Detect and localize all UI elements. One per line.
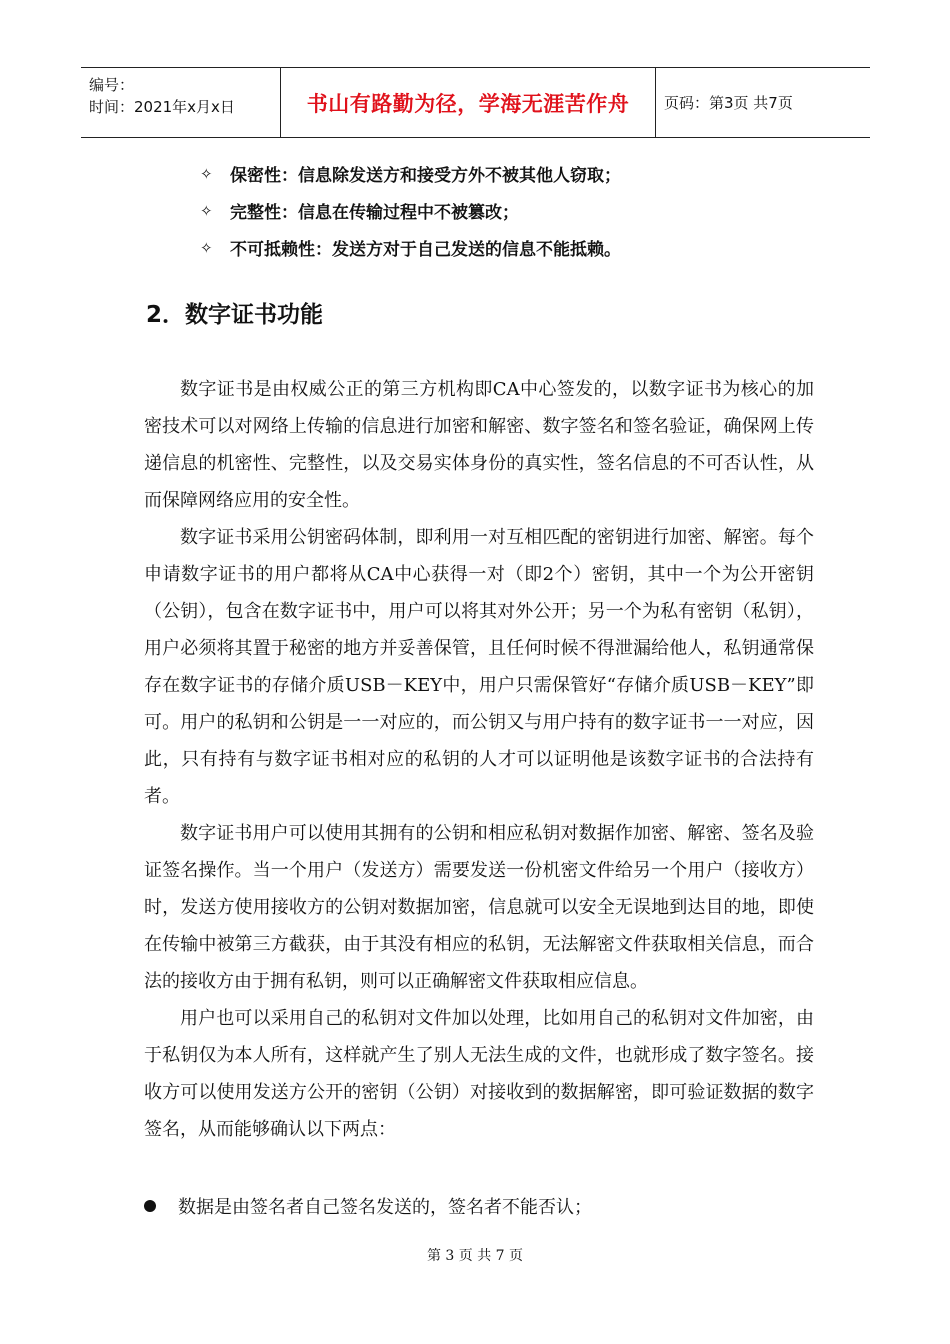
body-text (144, 371, 814, 1148)
diamond-bullet-icon: ✧ (200, 201, 213, 220)
dot-bullet-icon (144, 1200, 156, 1212)
paragraph: 数字证书采用公钥密码体制，即利用一对互相匹配的密钥进行加密、解密。每个申请数字证书的用户都将从CA中心获得一对（即2个）密钥，其中一个为公开密钥（公钥），包含在数字证书中，用户可以将其对外公开；另一个为私有密钥（私钥），用户必须将其置于秘密的地方并妥善保管，且任何时候不得泄漏给他人，私钥通常保存在数字证书的存储介质USB－KEY中，用户只需保管好“存储介质USB－KEY”即可。用户的私钥和公钥是一一对应的，而公钥又与用户持有的数字证书一一对应，因此，只有持有与数字证书相对应的私钥的人才可以证明他是该数字证书的合法持有者。 (144, 527, 814, 807)
diamond-bullet-icon: ✧ (200, 164, 213, 183)
page-footer: 第 3 页 共 7 页 (426, 1248, 524, 1264)
header-page-info: 页码：第3页 共7页 (664, 94, 793, 112)
list-item-text: 完整性：信息在传输过程中不被篡改； (230, 203, 519, 223)
list-item-text: 不可抵赖性：发送方对于自己发送的信息不能抵赖。 (230, 240, 621, 260)
document-date: 时间：2021年x月x日 (89, 98, 235, 116)
list-item (200, 229, 621, 266)
section-title: 2．数字证书功能 (146, 302, 324, 328)
list-item-text: 保密性：信息除发送方和接受方外不被其他人窃取； (230, 166, 621, 186)
list-item (200, 192, 621, 229)
dot-bullet-list (144, 1191, 824, 1221)
paragraph: 数字证书用户可以使用其拥有的公钥和相应私钥对数据作加密、解密、签名及验证签名操作。当一个用户（发送方）需要发送一份机密文件给另一个用户（接收方）时，发送方使用接收方的公钥对数据加密，信息就可以安全无误地到达目的地，即使在传输中被第三方截获，由于其没有相应的私钥，无法解密文件获取相关信息，而合法的接收方由于拥有私钥，则可以正确解密文件获取相应信息。 (144, 823, 814, 992)
header-motto: 书山有路勤为径，学海无涯苦作舟 (281, 68, 656, 137)
property-bullet-list (200, 155, 621, 266)
list-item-text: 数据是由签名者自己签名发送的，签名者不能否认； (178, 1197, 592, 1218)
paragraph: 用户也可以采用自己的私钥对文件加以处理，比如用自己的私钥对文件加密，由于私钥仅为本人所有，这样就产生了别人无法生成的文件，也就形成了数字签名。接收方可以使用发送方公开的密钥（公钥）对接收到的数据解密，即可验证数据的数字签名，从而能够确认以下两点： (144, 1008, 814, 1140)
diamond-bullet-icon: ✧ (200, 238, 213, 257)
paragraph: 数字证书是由权威公正的第三方机构即CA中心签发的，以数字证书为核心的加密技术可以对网络上传输的信息进行加密和解密、数字签名和签名验证，确保网上传递信息的机密性、完整性，以及交易实体身份的真实性，签名信息的不可否认性，从而保障网络应用的安全性。 (144, 379, 814, 511)
list-item (144, 1191, 824, 1221)
header-left-cell (81, 68, 281, 137)
header-table (81, 67, 870, 138)
document-code-label: 编号： (89, 76, 135, 94)
list-item (200, 155, 621, 192)
